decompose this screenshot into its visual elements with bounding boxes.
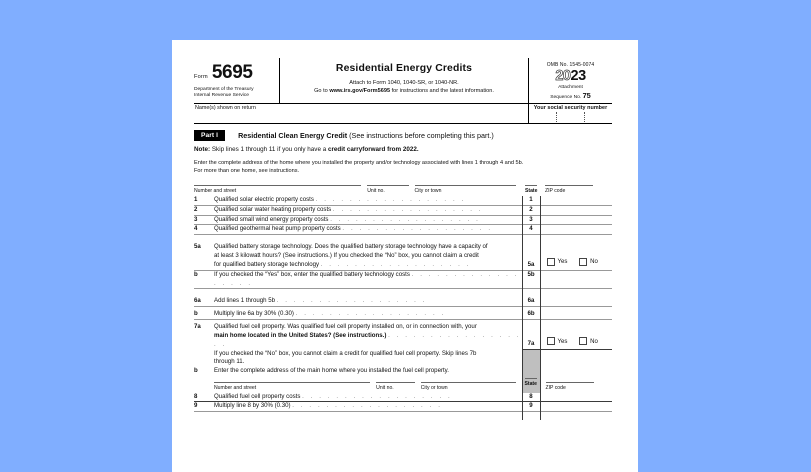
table-row-line-7a [194,323,612,349]
line-2-id: 2 [522,205,540,215]
line-8-amount-input[interactable] [540,393,612,402]
table-row-line-5a [194,243,612,270]
spacer-linecol-2 [522,289,540,298]
checkbox-icon[interactable] [547,258,555,266]
line-9-leader: . . . . . . . . . . . . . . . . . . [292,402,443,410]
city-label-2: City or town [421,382,516,391]
ssn-segment-1[interactable] [529,112,556,122]
name-shown-on-return-label: Name(s) shown on return [195,105,256,112]
state-label-2: State [525,378,537,387]
line-7a-number: 7a [194,323,201,331]
line-5a-text-3: for qualified battery storage technology [214,260,320,268]
line-4-amount-input[interactable] [540,225,612,235]
goto-url-line [286,87,522,95]
shaded-cell-addr2 [522,376,540,393]
line-1-leader: . . . . . . . . . . . . . . . . . . [315,195,466,203]
form-content [194,58,612,420]
name-ssn-strip [194,104,612,124]
line-6a-id: 6a [522,297,540,306]
line-6b-amount-input[interactable] [540,310,612,319]
line-8-leader: . . . . . . . . . . . . . . . . . . [302,392,453,400]
note-emphasis: credit carryforward from 2022. [327,145,419,153]
line-7a-yesno [540,323,612,349]
line-5b-description [214,270,522,289]
line-6b-number: b [194,310,198,318]
line-6a-amount-input[interactable] [540,297,612,306]
line-7a-text-2: main home located in the United States? (See instructions.) [214,331,387,339]
line-6b-id: 6b [522,310,540,319]
form-title: Residential Energy Credits [335,63,473,74]
line-2-leader: . . . . . . . . . . . . . . . . . . [332,205,484,213]
line-3-text: Qualified small wind energy property costs [214,215,329,223]
line-2-number: 2 [194,205,198,213]
form-masthead [194,58,612,104]
table-row-line-1 [194,196,612,205]
ssn-segment-2[interactable] [556,112,584,122]
shaded-cell-7a [522,350,540,368]
ssn-label: Your social security number [533,105,608,112]
unit-label-1: Unit no. [367,185,408,194]
line-2-description [214,205,522,215]
line-7a-leader: . . . . . . . . . . . . . . . . . . [214,331,522,348]
line-5a-number: 5a [194,243,201,251]
line-1-number: 1 [194,195,198,203]
line-4-number: 4 [194,225,198,233]
line-5b-text: If you checked the “Yes” box, enter the qualified battery technology costs [214,270,410,278]
line-7a-text-3: If you checked the “No” box, you cannot claim a credit for qualified fuel cell property. Skip lines 7b [214,349,477,357]
line-3-description [214,215,522,225]
attach-to-line: Attach to Form 1040, 1040-SR, or 1040-NR. [349,80,459,86]
line-6a-text: Add lines 1 through 5b [214,297,275,305]
line-3-number: 3 [194,215,198,223]
line-5a-id: 5a [522,243,540,270]
checkbox-icon[interactable] [579,258,587,266]
table-row-line-6b [194,310,612,319]
tax-year-yy: 23 [570,68,586,84]
line-5a-yes-label: Yes [557,258,568,266]
part1-title [238,131,494,140]
address-header-row-1 [194,183,612,196]
line-3-id: 3 [522,215,540,225]
part1-title-note: (See instructions before completing this part.) [349,130,494,140]
line-7a-description [214,323,522,349]
line-7a-text-1: Qualified fuel cell property. Was qualified fuel cell property installed on, or in connection with, your [214,323,477,331]
line-7a-yes-checkbox[interactable] [547,337,568,345]
line-5b-amount-input[interactable] [540,270,612,289]
attachment-label: Attachment [558,84,583,90]
line-8-id: 8 [522,393,540,402]
line-2-amount-input[interactable] [540,205,612,215]
part1-tag: Part I [194,130,225,140]
line-7a-no-label: No [590,337,598,345]
form-word-label: Form [194,74,208,80]
table-row-line-6a [194,297,612,306]
name-shown-on-return-field[interactable] [194,104,528,123]
spacer-row-1 [194,235,612,244]
table-row-line-7b [194,367,612,376]
line-5a-text-2: at least 3 kilowatt hours? (See instructions.) If you checked the “No” box, you cannot claim a credit [214,252,479,260]
intro-line-2: For more than one home, see instructions. [194,168,300,175]
irs-form-5695-page [172,40,638,472]
goto-url[interactable]: www.irs.gov/Form5695 [329,88,391,95]
attachment-sequence [531,85,610,102]
note-text: Skip lines 1 through 11 if you only have a [210,145,328,153]
department-line-1: Department of the Treasury [194,87,254,92]
line-7b-number: b [194,367,198,375]
spacer-linecol-1 [522,235,540,244]
line-7a-continuation-text [214,350,522,368]
intro-line-1: Enter the complete address of the home where you installed the property and/or technology associated with lines 1 through 4 and 5b. [194,159,524,166]
line-2-text: Qualified solar water heating property costs [214,205,332,213]
unit-label-2: Unit no. [376,382,415,391]
line-1-text: Qualified solar electric property costs [214,195,314,203]
street-label-2: Number and street [214,382,370,391]
line-3-leader: . . . . . . . . . . . . . . . . . . [330,215,481,223]
ssn-field[interactable] [528,104,612,123]
ssn-segments [529,112,612,122]
table-row-line-2 [194,205,612,215]
sequence-number: 75 [582,90,591,100]
table-row-line-5b [194,270,612,289]
masthead-left-block [194,58,280,103]
line-6a-leader: . . . . . . . . . . . . . . . . . . [276,297,427,305]
line-6a-description [214,297,522,306]
line-8-description [214,393,522,402]
line-7a-id: 7a [522,323,540,349]
goto-prefix: Go to [314,88,330,95]
part1-title-bold: Residential Clean Energy Credit [238,130,348,140]
line-5a-yes-checkbox[interactable] [547,258,568,266]
line-4-description [214,225,522,235]
checkbox-icon[interactable] [579,337,587,345]
table-row-line-9 [194,402,612,412]
address-header-fields-1 [194,183,522,194]
line-5a-description [214,243,522,270]
note-label: Note: [194,145,211,153]
line-6b-leader: . . . . . . . . . . . . . . . . . . [295,310,446,318]
line-9-description [214,402,522,412]
line-7a-text-4: through 11. [214,358,245,366]
line-4-text: Qualified geothermal heat pump property costs [214,225,341,233]
line-7a-no-checkbox[interactable] [579,337,598,345]
masthead-right-block [528,58,612,103]
table-row-line-8 [194,393,612,402]
line-9-id: 9 [522,402,540,412]
state-label-1: State [525,185,537,194]
line-5a-text-3-wrap [214,261,522,270]
sequence-label: Sequence No. [550,94,582,100]
line-8-text: Qualified fuel cell property costs [214,392,301,400]
line-8-number: 8 [194,392,198,400]
line-5a-no-checkbox[interactable] [579,258,598,266]
zip-label-1: ZIP code [545,185,593,194]
table-row-line-7a-continuation [194,350,612,368]
line-5b-leader: . . . . . . . . . . . . . . . . . . [214,270,519,287]
form-number-row [194,58,275,82]
line-6a-number: 6a [194,297,201,305]
line-7b-description: Enter the complete address of the main home where you installed the fuel cell property. [214,367,449,375]
tax-year [531,69,610,84]
line-7a-text-2-wrap [214,332,522,350]
line-5a-no-label: No [590,258,598,266]
part1-lines-table [194,183,612,420]
sequence-line [531,91,610,101]
masthead-center-block [280,58,528,103]
line-9-number: 9 [194,402,198,410]
department-block [194,87,275,103]
part1-note [194,146,612,153]
line-4-id: 4 [522,225,540,235]
address-header-row-2 [194,376,612,393]
line-7a-yes-label: Yes [557,337,568,345]
table-row-line-3 [194,215,612,225]
line-6b-description [214,310,522,319]
spacer-linecol-5 [522,412,540,421]
line-5b-number: b [194,270,198,278]
line-5a-yesno [540,243,612,270]
table-row-clipped [194,412,612,421]
checkbox-icon[interactable] [547,337,555,345]
department-line-2: Internal Revenue Service [194,93,249,99]
tax-year-century: 20 [555,68,571,84]
address-header-fields-2 [214,380,522,391]
line-6b-text: Multiply line 6a by 30% (0.30) [214,310,294,318]
part1-intro [194,159,612,176]
city-label-1: City or town [415,185,516,194]
ssn-segment-3[interactable] [584,112,612,122]
form-number: 5695 [211,62,253,83]
goto-suffix: for instructions and the latest information. [390,88,494,95]
line-5a-leader: . . . . . . . . . . . . . . . . . . [320,260,471,268]
line-3-amount-input[interactable] [540,215,612,225]
line-9-amount-input[interactable] [540,402,612,412]
line-5b-id: 5b [522,270,540,289]
line-4-leader: . . . . . . . . . . . . . . . . . . [342,225,493,233]
zip-label-2: ZIP code [546,382,594,391]
line-1-amount-input[interactable] [540,196,612,205]
line-9-text: Multiply line 8 by 30% (0.30) [214,402,291,410]
table-row-line-4 [194,225,612,235]
line-1-description [214,196,522,205]
line-5a-text-1: Qualified battery storage technology. Does the qualified battery storage technology have a capacity of [214,243,488,251]
street-label-1: Number and street [194,185,361,194]
shaded-cell-7b [522,367,540,376]
omb-number: OMB No. 1545-0074 [546,62,595,68]
line-1-id: 1 [522,196,540,205]
part1-header [194,130,612,140]
spacer-row-2 [194,289,612,298]
